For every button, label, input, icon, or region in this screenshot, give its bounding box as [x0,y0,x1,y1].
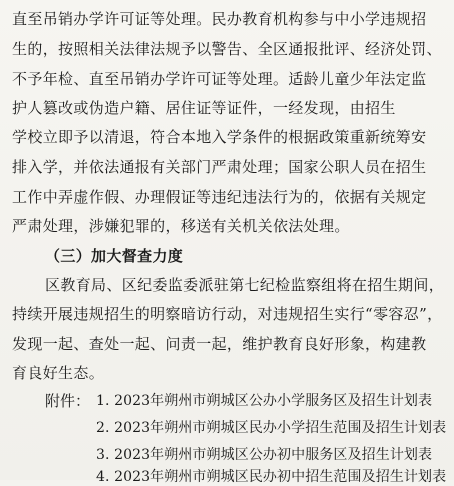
section-heading: （三）加大督查力度 [45,247,184,265]
paragraph-1-line-8: 严肃处理，涉嫌犯罪的，移送有关机关依法处理。 [12,217,350,235]
paragraph-2-line-3: 发现一起、查处一起、问责一起，维护教育良好形象，构建教 [12,335,427,353]
paragraph-1-line-1: 直至吊销办学许可证等处理。民办教育机构参与中小学违规招 [12,10,427,28]
paragraph-2-line-4: 育良好生态。 [12,364,105,382]
paragraph-1-line-7: 工作中弄虚作假、办理假证等违纪违法行为的，依据有关规定 [12,188,427,206]
paragraph-2-line-1: 区教育局、区纪委监委派驻第七纪检监察组将在招生期间， [45,276,445,294]
paragraph-1-line-3: 不予年检、直至吊销办学许可证等处理。适龄儿童少年法定监 [12,70,427,88]
attachment-item-4: 4. 2023年朔州市朔城区民办初中招生范围及招生计划表 [96,469,447,485]
paragraph-1-line-2: 生的，按照相关法律法规予以警告、全区通报批评、经济处罚、 [12,40,442,58]
attachment-item-2: 2. 2023年朔州市朔城区民办小学招生范围及招生计划表 [96,420,447,436]
paragraph-2-line-2: 持续开展违规招生的明察暗访行动，对违规招生实行“零容忍”， [12,305,443,323]
attachment-item-3: 3. 2023年朔州市朔城区公办初中服务区及招生计划表 [96,447,433,463]
paragraph-1-line-5: 学校立即予以清退，符合本地入学条件的根据政策重新统筹安 [12,128,427,146]
paragraph-1-line-6: 排入学，并依法通报有关部门严肃处理；国家公职人员在招生 [12,158,427,176]
attachment-item-1: 1. 2023年朔州市朔城区公办小学服务区及招生计划表 [96,393,433,409]
attachments-label: 附件： [45,392,91,410]
paragraph-1-line-4: 护人篡改或伪造户籍、居住证等证件，一经发现，由招生 [12,99,396,117]
